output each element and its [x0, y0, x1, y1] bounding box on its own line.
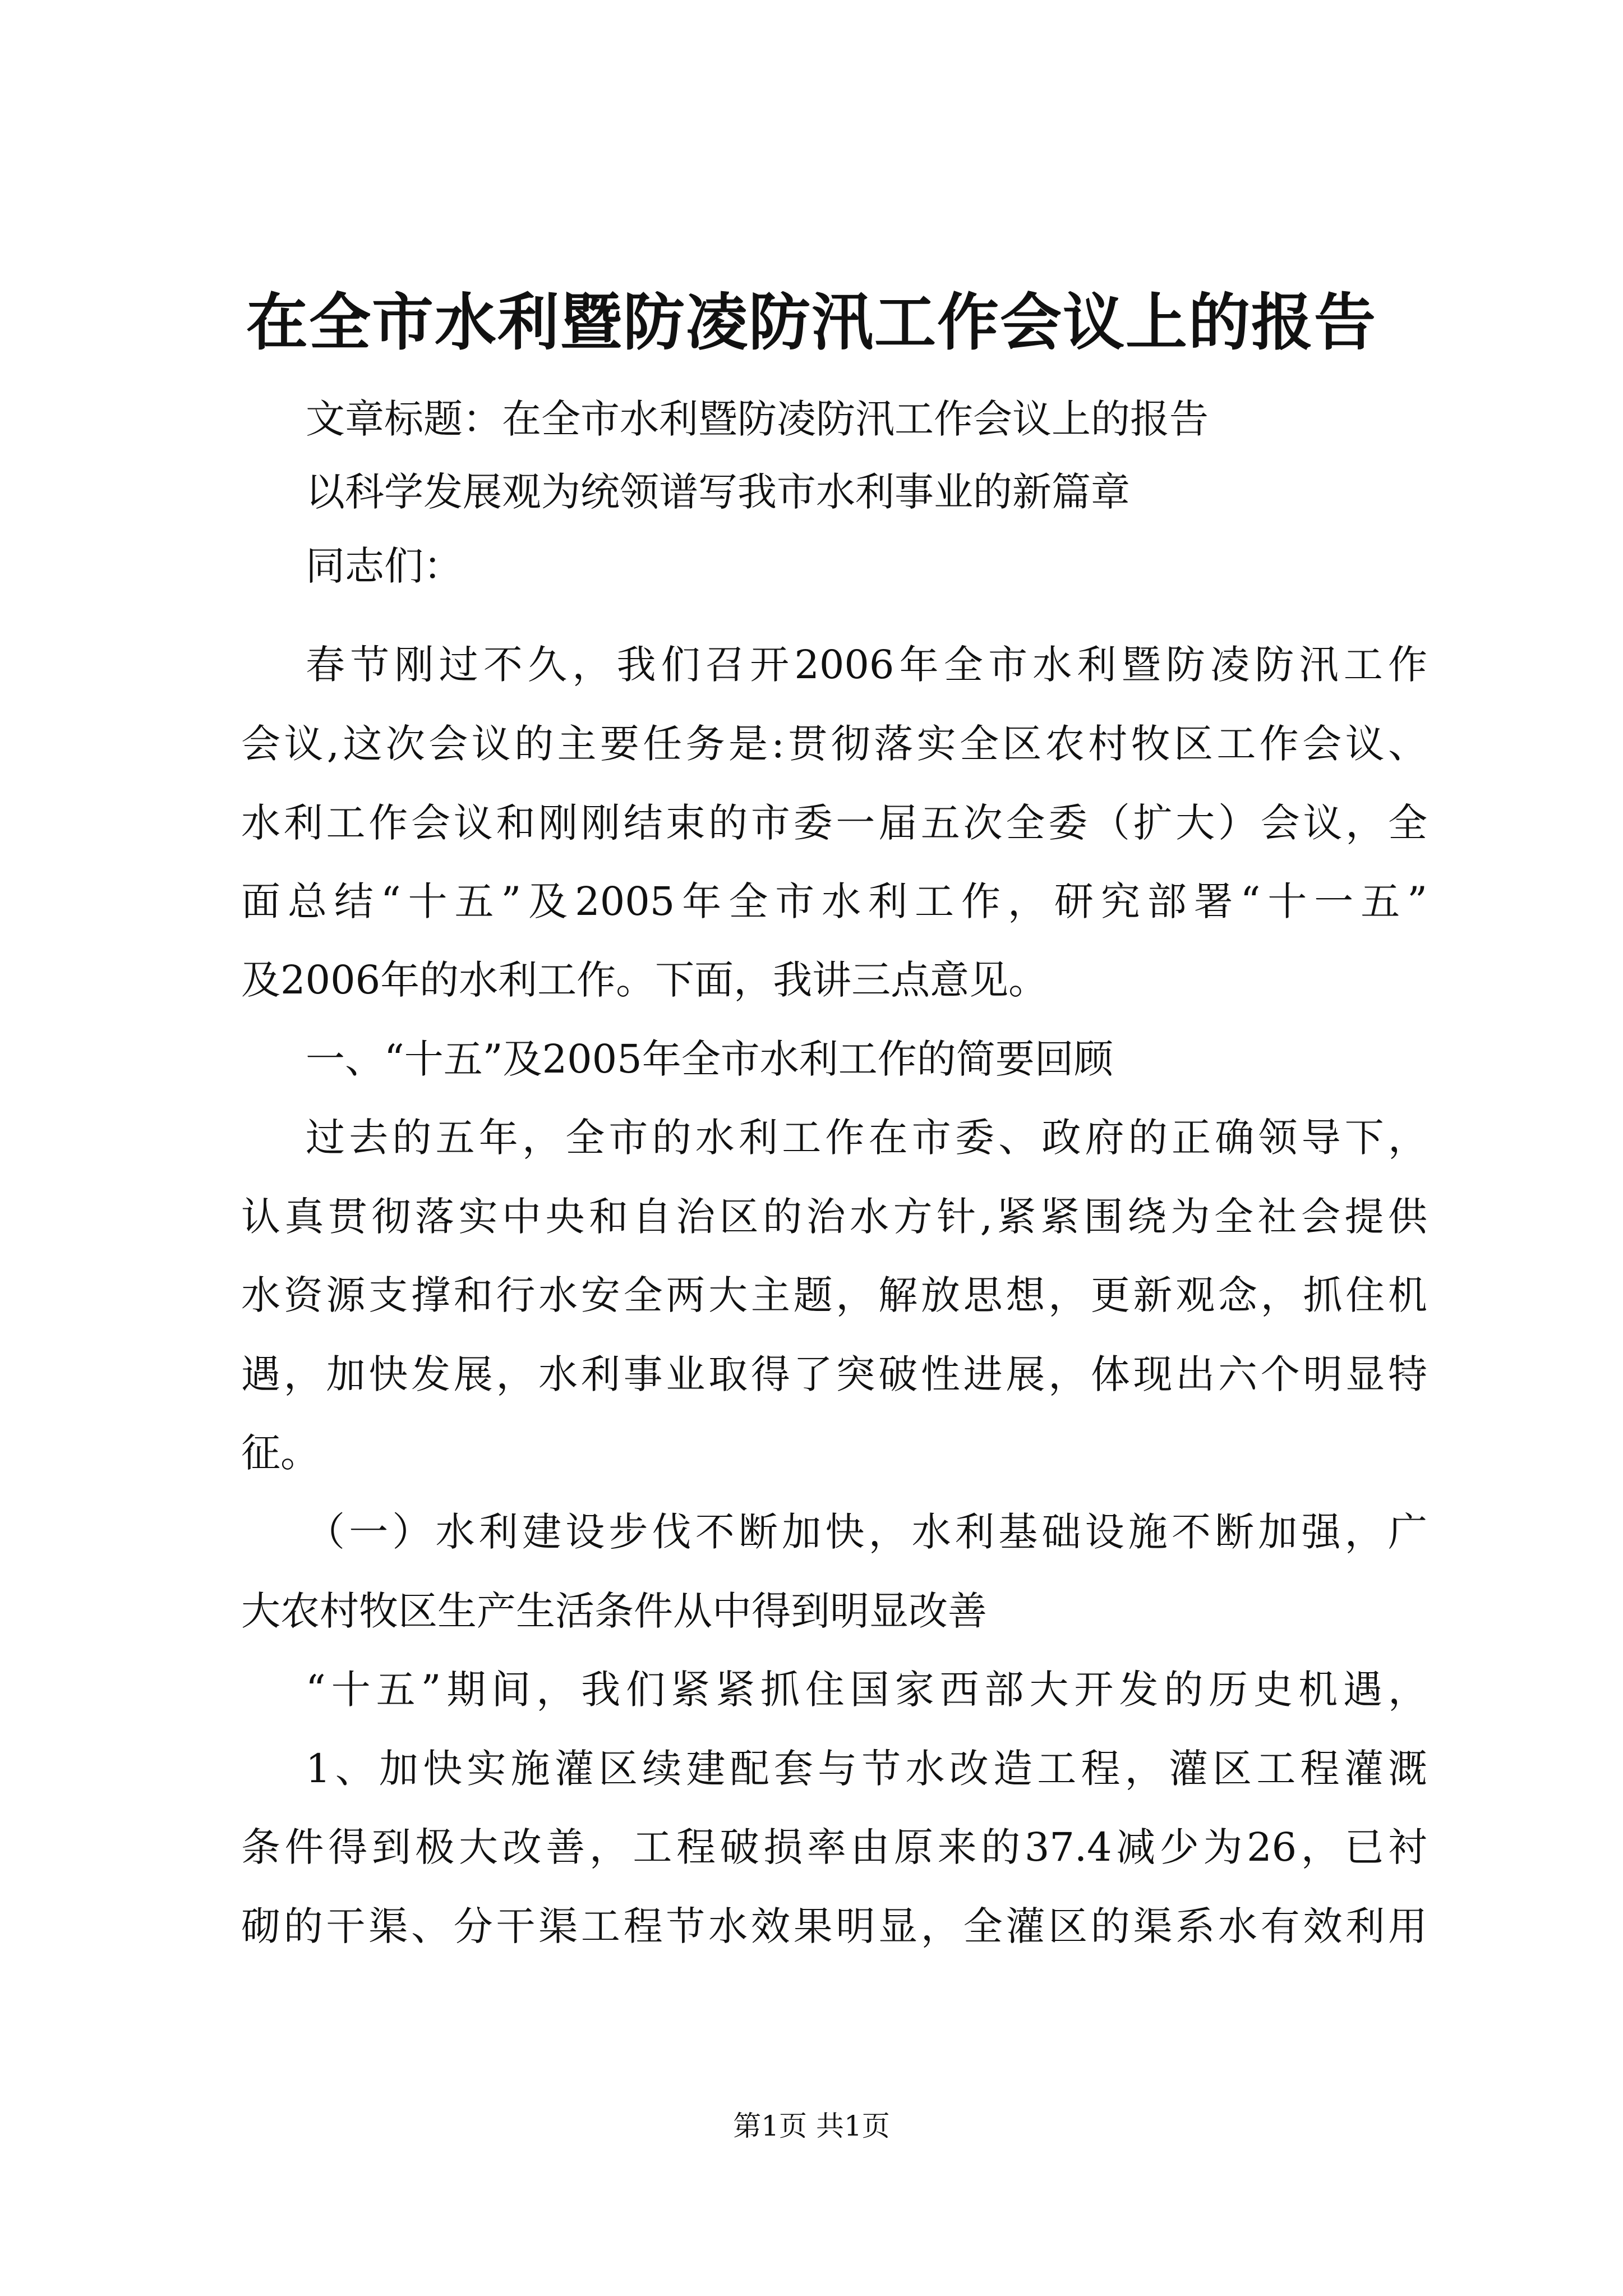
paragraph-line: 砌的干渠、分干渠工程节水效果明显，全灌区的渠系水有效利用: [241, 1903, 1427, 1949]
paragraph-line: 条件得到极大改善，工程破损率由原来的37.4减少为26，已衬: [241, 1824, 1427, 1870]
paragraph-line: 征。: [241, 1430, 320, 1476]
page-footer: 第1页 共1页: [733, 2110, 890, 2142]
paragraph-line: 遇，加快发展，水利事业取得了突破性进展，体现出六个明显特: [241, 1351, 1427, 1397]
subsection-heading-line: 大农村牧区生产生活条件从中得到明显改善: [241, 1588, 987, 1634]
paragraph-line: “十五”期间，我们紧紧抓住国家西部大开发的历史机遇，: [306, 1667, 1427, 1713]
article-title-line: 文章标题：在全市水利暨防凌防汛工作会议上的报告: [306, 396, 1209, 442]
paragraph-line: 1、加快实施灌区续建配套与节水改造工程，灌区工程灌溉: [306, 1746, 1427, 1792]
document-title: 在全市水利暨防凌防汛工作会议上的报告: [246, 286, 1377, 358]
paragraph-line: 面总结“十五”及2005年全市水利工作，研究部署“十一五”: [241, 878, 1427, 924]
subtitle-line: 以科学发展观为统领谱写我市水利事业的新篇章: [306, 469, 1130, 515]
paragraph-line: 春节刚过不久，我们召开2006年全市水利暨防凌防汛工作: [306, 642, 1427, 688]
paragraph-line: 水资源支撑和行水安全两大主题，解放思想，更新观念，抓住机: [241, 1272, 1427, 1318]
paragraph-line: 过去的五年，全市的水利工作在市委、政府的正确领导下，: [306, 1115, 1427, 1161]
salutation-line: 同志们：: [306, 543, 463, 589]
paragraph-line: 会议,这次会议的主要任务是:贯彻落实全区农村牧区工作会议、: [241, 721, 1427, 767]
paragraph-line: 水利工作会议和刚刚结束的市委一届五次全委（扩大）会议，全: [241, 800, 1427, 846]
paragraph-line: 及2006年的水利工作。下面，我讲三点意见。: [241, 957, 1048, 1003]
paragraph-line: 认真贯彻落实中央和自治区的治水方针,紧紧围绕为全社会提供: [241, 1194, 1427, 1240]
subsection-heading-line: （一）水利建设步伐不断加快，水利基础设施不断加强，广: [306, 1509, 1427, 1555]
section-heading: 一、“十五”及2005年全市水利工作的简要回顾: [306, 1036, 1113, 1082]
